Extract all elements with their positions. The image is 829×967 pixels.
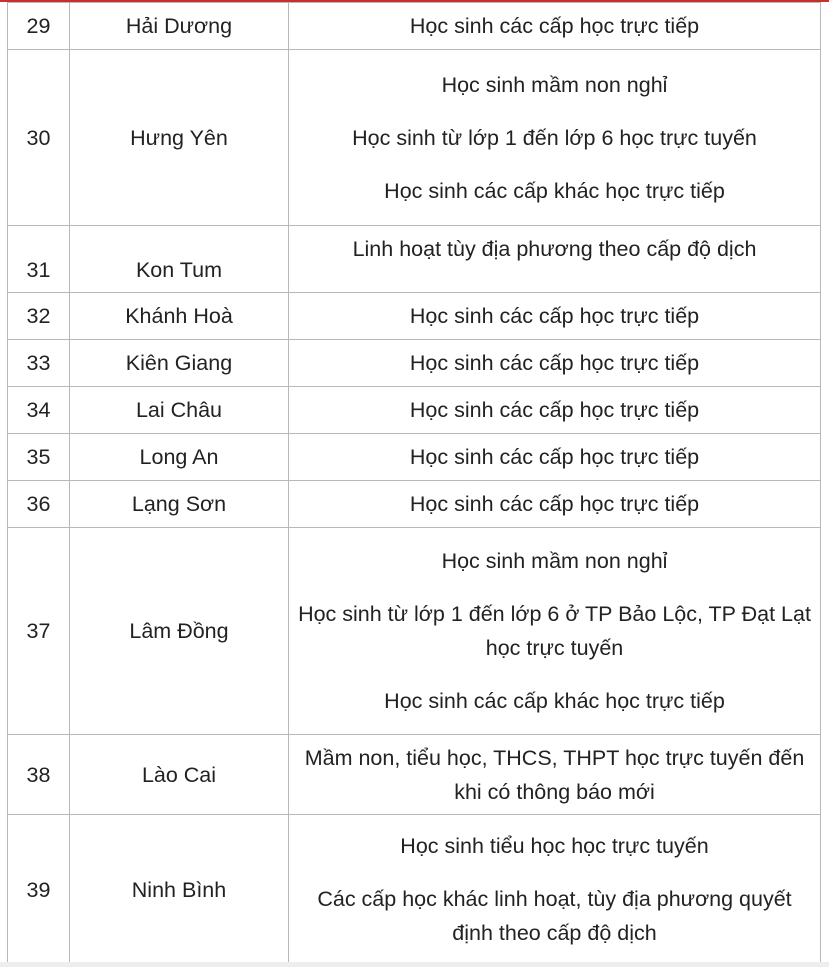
- table-row: [8, 50, 821, 226]
- table-row: [8, 528, 821, 735]
- schedule-cell: [289, 226, 821, 293]
- row-number: 30: [8, 50, 70, 226]
- schedule-line: Học sinh mầm non nghỉ: [441, 72, 668, 97]
- schedule-cell: [289, 434, 821, 481]
- province-name: Khánh Hoà: [70, 293, 289, 340]
- row-number: 29: [8, 3, 70, 50]
- province-name: Kiên Giang: [70, 340, 289, 387]
- row-number: 36: [8, 481, 70, 528]
- schedule-line: Học sinh các cấp khác học trực tiếp: [384, 689, 725, 713]
- province-name: Lào Cai: [70, 735, 289, 815]
- row-number: 35: [8, 434, 70, 481]
- schedule-line: Học sinh tiểu học học trực tuyến: [400, 834, 709, 858]
- schedule-line: Học sinh các cấp học trực tiếp: [409, 14, 700, 38]
- schedule-cell: [289, 735, 821, 815]
- row-number: 33: [8, 340, 70, 387]
- schedule-line: Các cấp học khác linh hoạt, tùy địa phương quyết định theo cấp độ dịch: [317, 887, 792, 945]
- schedule-line: Học sinh mầm non nghỉ: [441, 549, 668, 573]
- schedule-line: Học sinh các cấp học trực tiếp: [409, 445, 700, 469]
- table-row: [8, 815, 821, 965]
- schedule-line: Mầm non, tiểu học, THCS, THPT học trực tuyến đến khi có thông báo mới: [304, 745, 805, 804]
- table-row: [8, 434, 821, 481]
- schedule-line: Học sinh các cấp học trực tiếp: [409, 398, 700, 422]
- schedule-cell: [289, 293, 821, 340]
- table-row: [8, 3, 821, 50]
- table-row: [8, 735, 821, 815]
- table-row: [8, 340, 821, 387]
- row-number: 38: [8, 735, 70, 815]
- row-number: 39: [8, 815, 70, 965]
- schedule-line: Học sinh từ lớp 1 đến lớp 6 học trực tuyến: [352, 125, 757, 150]
- schedule-cell: [289, 815, 821, 965]
- schedule-line: Học sinh các cấp học trực tiếp: [409, 351, 700, 375]
- table-row: [8, 293, 821, 340]
- schedule-cell: [289, 387, 821, 434]
- schedule-cell: [289, 481, 821, 528]
- schedule-cell: [289, 3, 821, 50]
- schedule-cell: [289, 50, 821, 226]
- province-name: Hưng Yên: [70, 50, 289, 226]
- row-number: 34: [8, 387, 70, 434]
- row-number: 31: [8, 226, 70, 293]
- row-number: 37: [8, 528, 70, 735]
- table-row: [8, 481, 821, 528]
- row-number: 32: [8, 293, 70, 340]
- schedule-line: Học sinh các cấp học trực tiếp: [409, 492, 700, 516]
- province-name: Lâm Đồng: [70, 528, 289, 735]
- schedule-line: Học sinh các cấp học trực tiếp: [409, 304, 700, 328]
- province-name: Hải Dương: [70, 3, 289, 50]
- bottom-edge: [0, 962, 829, 967]
- province-name: Ninh Bình: [70, 815, 289, 965]
- schedule-line: Học sinh các cấp khác học trực tiếp: [384, 178, 725, 203]
- schedule-cell: [289, 528, 821, 735]
- schedule-cell: [289, 340, 821, 387]
- table-row: [8, 226, 821, 293]
- province-name: Lai Châu: [70, 387, 289, 434]
- table-row: [8, 387, 821, 434]
- schedule-line: Linh hoạt tùy địa phương theo cấp độ dịch: [352, 237, 757, 261]
- province-name: Long An: [70, 434, 289, 481]
- province-schedule-table: [7, 2, 821, 965]
- province-name: Lạng Sơn: [70, 481, 289, 528]
- province-name: Kon Tum: [70, 226, 289, 293]
- schedule-line: Học sinh từ lớp 1 đến lớp 6 ở TP Bảo Lộc, TP Đạt Lạt học trực tuyến: [298, 602, 811, 660]
